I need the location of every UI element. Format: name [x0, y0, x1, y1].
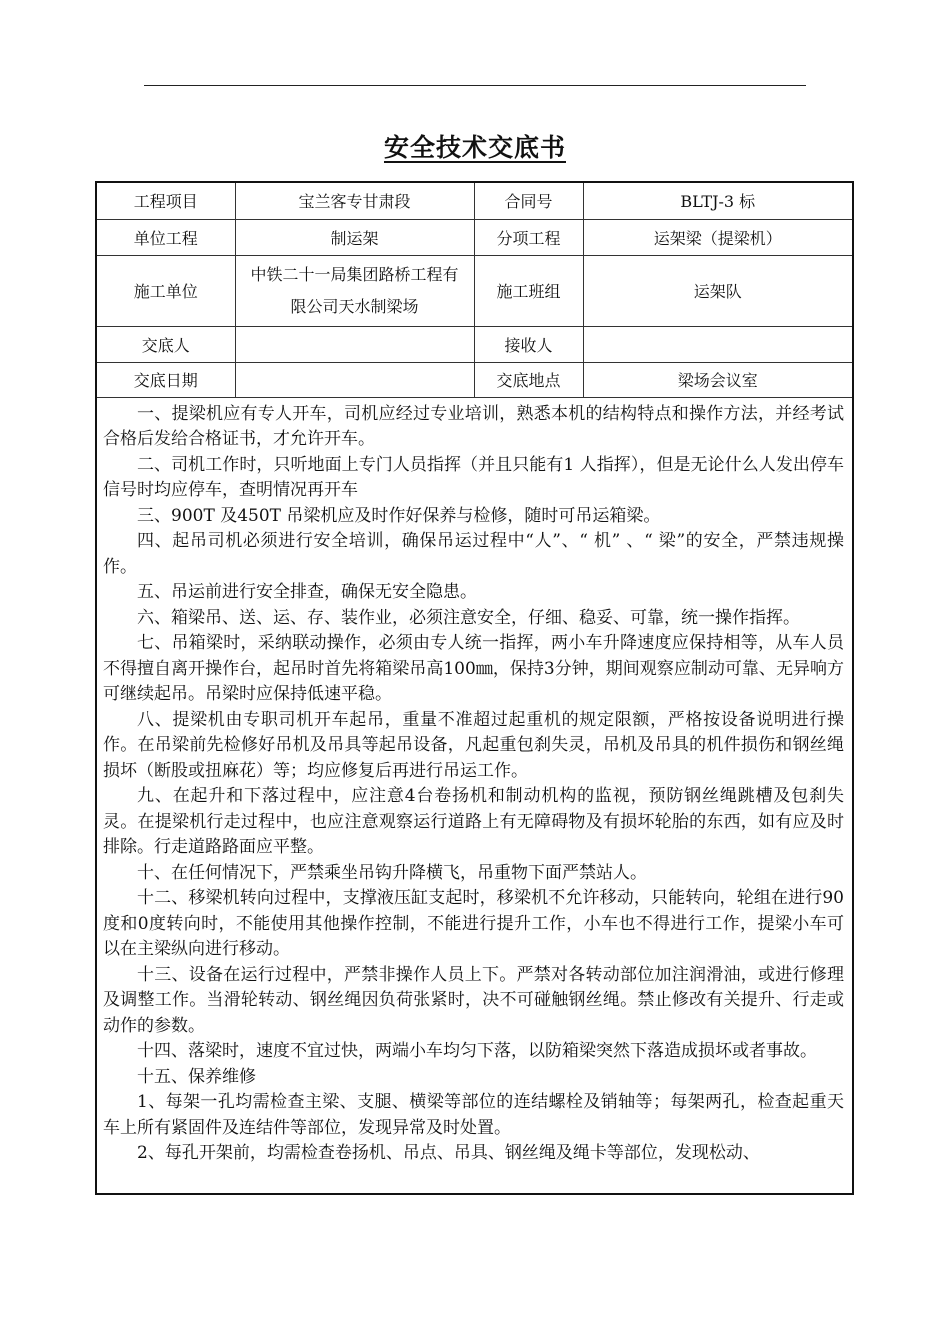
label-construction-unit: 施工单位	[97, 255, 235, 326]
paragraph-12: 十二、移梁机转向过程中，支撑液压缸支起时，移梁机不允许移动，只能转向，轮组在进行90度和0度转向时，不能使用其他操作控制，不能进行提升工作，小车也不得进行工作，提梁小车可以在主梁纵向进行移动。	[103, 888, 844, 959]
paragraph-13: 十三、设备在运行过程中，严禁非操作人员上下。严禁对各转动部位加注润滑油，或进行修理及调整工作。当滑轮转动、钢丝绳因负荷张紧时，决不可碰触钢丝绳。禁止修改有关提升、行走或动作的参数。	[103, 964, 844, 1036]
paragraph-2: 二、司机工作时，只听地面上专门人员指挥（并且只能有1 人指挥），但是无论什么人发出停车信号时均应停车，查明情况再开车	[103, 454, 844, 500]
label-contract-no: 合同号	[474, 183, 583, 219]
maintenance-item-2: 2、每孔开架前，均需检查卷扬机、吊点、吊具、钢丝绳及绳卡等部位，发现松动、	[137, 1143, 760, 1163]
value-discloser	[235, 326, 474, 362]
label-disclosure-date: 交底日期	[97, 362, 235, 397]
label-project: 工程项目	[97, 183, 235, 219]
label-receiver: 接收人	[474, 326, 583, 362]
paragraph-4: 四、起吊司机必须进行安全培训，确保吊运过程中“人”、“ 机” 、“ 梁”的安全，严禁违规操作。	[103, 531, 844, 577]
value-contract-no: BLTJ-3 标	[583, 183, 852, 219]
label-discloser: 交底人	[97, 326, 235, 362]
document-title: 安全技术交底书	[383, 133, 566, 162]
value-disclosure-date	[235, 362, 474, 397]
label-unit-project: 单位工程	[97, 219, 235, 255]
value-work-team: 运架队	[583, 255, 852, 326]
paragraph-14: 十四、落梁时，速度不宜过快，两端小车均匀下落，以防箱梁突然下落造成损坏或者事故。	[137, 1041, 817, 1061]
paragraph-8: 八、提梁机由专职司机开车起吊，重量不准超过起重机的规定限额，严格按设备说明进行操作。在吊梁前先检修好吊机及吊具等起吊设备，凡起重包刹失灵，吊机及吊具的机件损伤和钢丝绳损坏（断股或扭麻花）等；均应修复后再进行吊运工作。	[103, 709, 844, 781]
table-row	[97, 326, 852, 362]
value-unit-project: 制运架	[235, 219, 474, 255]
label-work-team: 施工班组	[474, 255, 583, 326]
maintenance-item-1: 1、每架一孔均需检查主梁、支腿、横梁等部位的连结螺栓及销轴等；每架两孔，检查起重天车上所有紧固件及连结件等部位，发现异常及时处置。	[103, 1092, 844, 1138]
value-project: 宝兰客专甘肃段	[235, 183, 474, 219]
label-disclosure-place: 交底地点	[474, 362, 583, 397]
paragraph-1: 一、提梁机应有专人开车，司机应经过专业培训，熟悉本机的结构特点和操作方法，并经考试合格后发给合格证书，才允许开车。	[103, 403, 844, 449]
paragraph-6: 六、箱梁吊、送、运、存、装作业，必须注意安全，仔细、稳妥、可靠，统一操作指挥。	[137, 607, 800, 628]
paragraph-10: 十、在任何情况下，严禁乘坐吊钩升降横飞，吊重物下面严禁站人。	[137, 862, 647, 883]
table-row	[97, 362, 852, 397]
paragraph-5: 五、吊运前进行安全排查，确保无安全隐患。	[137, 582, 477, 602]
paragraph-7: 七、吊箱梁时，采纳联动操作，必须由专人统一指挥，两小车升降速度应保持相等，从车人员不得擅自离开操作台，起吊时首先将箱梁吊高100㎜，保持3分钟，期间观察应制动可靠、无异响方可继续起吊。吊梁时应保持低速平稳。	[103, 633, 844, 704]
paragraph-15-heading: 十五、保养维修	[137, 1066, 256, 1087]
value-disclosure-place: 梁场会议室	[583, 362, 852, 397]
value-construction-unit	[235, 255, 474, 326]
construction-unit-line-2: 限公司天水制梁场	[290, 296, 419, 316]
value-receiver	[583, 326, 852, 362]
table-row	[97, 219, 852, 255]
table-row	[97, 255, 852, 326]
header-rule	[144, 85, 806, 86]
value-sub-project: 运架梁（提梁机）	[583, 219, 852, 255]
info-table	[97, 183, 852, 398]
paragraph-3: 三、900T 及450T 吊梁机应及时作好保养与检修，随时可吊运箱梁。	[137, 505, 661, 526]
disclosure-sheet	[95, 181, 854, 1195]
paragraph-9: 九、在起升和下落过程中，应注意4台卷扬机和制动机构的监视，预防钢丝绳跳槽及包刹失灵。在提梁机行走过程中，也应注意观察运行道路上有无障碍物及有损坏轮胎的东西，如有应及时排除。行走道路路面应平整。	[103, 786, 844, 857]
disclosure-content	[97, 398, 852, 1167]
label-sub-project: 分项工程	[474, 219, 583, 255]
construction-unit-line-1: 中铁二十一局集团路桥工程有	[250, 264, 459, 284]
table-row	[97, 183, 852, 219]
